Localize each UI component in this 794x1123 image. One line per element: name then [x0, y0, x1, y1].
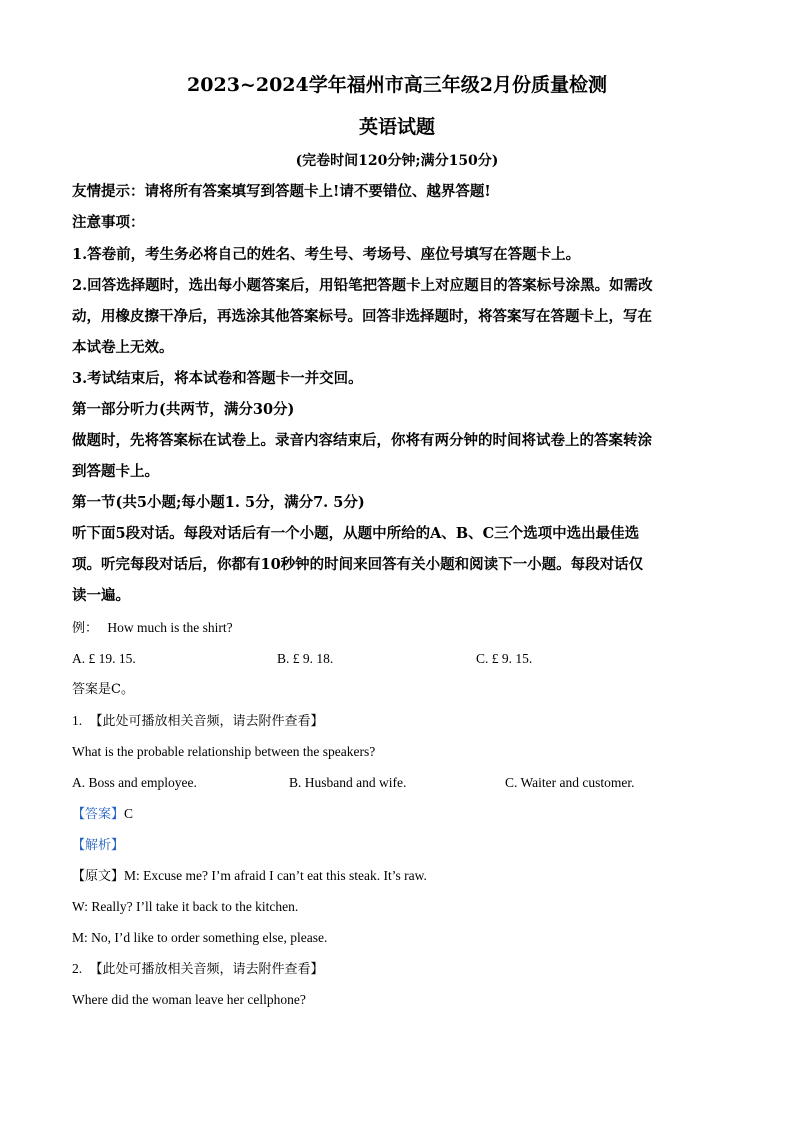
- q1-answer-line: [72, 804, 133, 825]
- q1-option-b: B. Husband and wife.: [289, 775, 407, 790]
- note-2-line-3: 本试卷上无效。: [72, 339, 174, 356]
- q1-transcript-line-1: [72, 866, 427, 887]
- note-2-line-1: 2.回答选择题时，选出每小题答案后，用铅笔把答题卡上对应题目的答案标号涂黑。如需改: [72, 277, 653, 294]
- q1-header: [72, 711, 324, 732]
- example-answer: 答案是C。: [72, 682, 134, 697]
- exam-time-line: (完卷时间120分钟;满分150分): [295, 153, 499, 169]
- q1-transcript-line-3: M: No, I’d like to order something else, please.: [72, 930, 328, 945]
- original-tag: 【原文】: [72, 869, 125, 884]
- q1-question: What is the probable relationship between the speakers?: [72, 744, 376, 759]
- q1-line-1: M: Excuse me? I’m afraid I can’t eat this steak. It’s raw.: [124, 868, 427, 883]
- section1-heading: 第一节(共5小题;每小题1. 5分，满分7. 5分): [72, 494, 365, 511]
- note-2-line-2: 动，用橡皮擦干净后，再选涂其他答案标号。回答非选择题时，将答案写在答题卡上，写在: [72, 308, 652, 325]
- part1-desc-line-2: 到答题卡上。: [72, 463, 159, 480]
- q2-number: 2.: [72, 961, 83, 976]
- example-label: 例：: [72, 621, 99, 636]
- section1-line-1: 听下面5段对话。每段对话后有一个小题，从题中所给的A、B、C三个选项中选出最佳选: [72, 525, 640, 542]
- q1-option-c: C. Waiter and customer.: [505, 775, 635, 790]
- note-3: 3.考试结束后，将本试卷和答题卡一并交回。: [72, 370, 363, 387]
- example-option-a: A. £ 19. 15.: [72, 651, 136, 666]
- q2-header: [72, 959, 324, 980]
- q2-question: Where did the woman leave her cellphone?: [72, 992, 306, 1007]
- q1-analysis-line: [72, 835, 124, 856]
- example-question: How much is the shirt?: [107, 620, 233, 635]
- q2-audio-note: 【此处可播放相关音频，请去附件查看】: [89, 962, 324, 977]
- example-option-b: B. £ 9. 18.: [277, 651, 334, 666]
- analysis-tag: 【解析】: [72, 838, 125, 853]
- part1-desc-line-1: 做题时，先将答案标在试卷上。录音内容结束后，你将有两分钟的时间将试卷上的答案转涂: [72, 432, 652, 449]
- q1-transcript-line-2: W: Really? I’ll take it back to the kitchen.: [72, 899, 299, 914]
- main-title: 2023~2024学年福州市高三年级2月份质量检测: [187, 74, 607, 96]
- notes-heading: 注意事项：: [72, 214, 145, 231]
- section1-line-3: 读一遍。: [72, 587, 130, 604]
- answer-tag: 【答案】: [72, 807, 125, 822]
- note-1: 1.答卷前，考生务必将自己的姓名、考生号、考场号、座位号填写在答题卡上。: [72, 246, 581, 263]
- q1-option-a: A. Boss and employee.: [72, 775, 197, 790]
- example-question-line: [72, 618, 233, 639]
- section1-line-2: 项。听完每段对话后，你都有10秒钟的时间来回答有关小题和阅读下一小题。每段对话仅: [72, 556, 644, 573]
- q1-audio-note: 【此处可播放相关音频，请去附件查看】: [89, 714, 324, 729]
- reminder-text: 友情提示：请将所有答案填写到答题卡上!请不要错位、越界答题!: [72, 183, 491, 200]
- example-option-c: C. £ 9. 15.: [476, 651, 533, 666]
- sub-title: 英语试题: [358, 116, 435, 138]
- part1-heading: 第一部分听力(共两节，满分30分): [72, 401, 295, 418]
- q1-number: 1.: [72, 713, 83, 728]
- q1-answer-value: C: [124, 806, 134, 821]
